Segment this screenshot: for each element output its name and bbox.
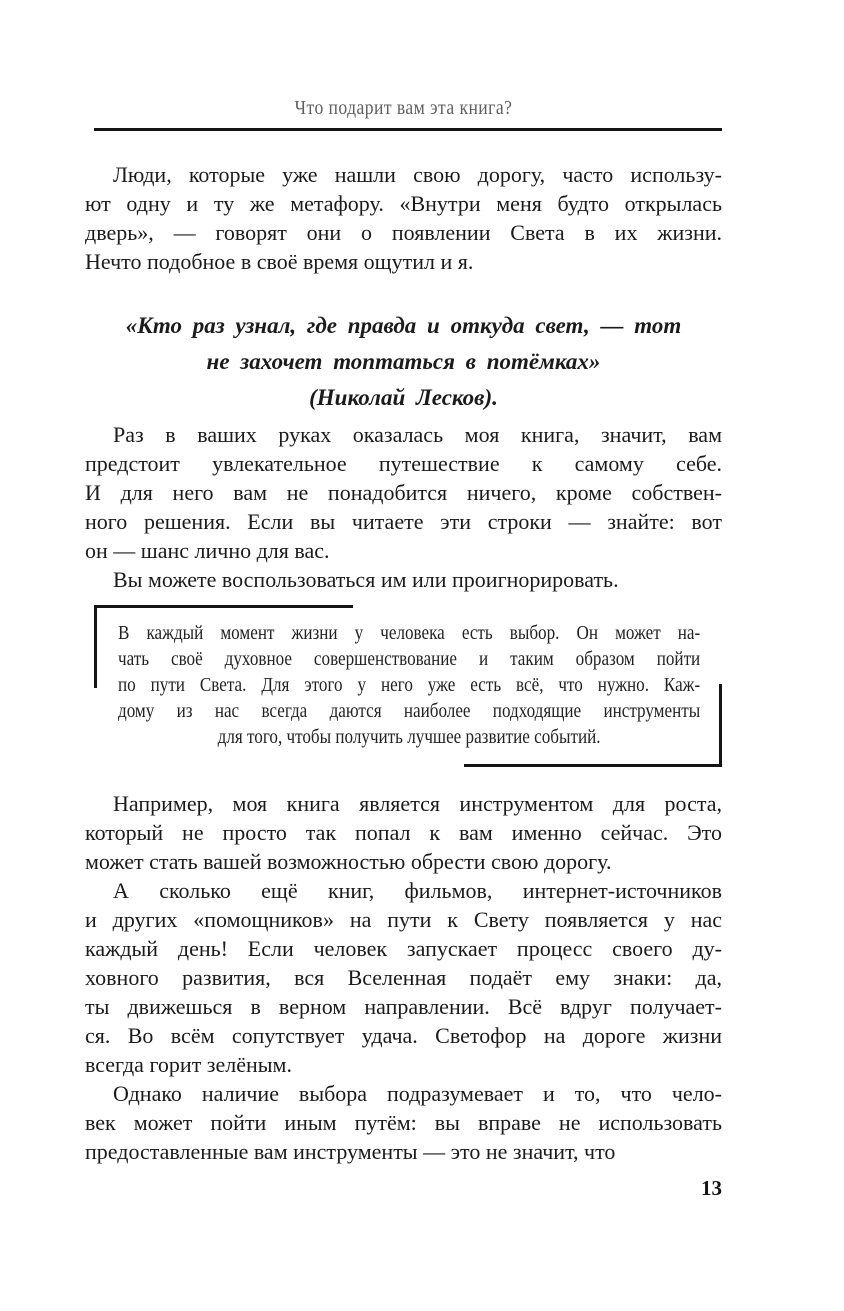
text-line: ют одну и ту же метафору. «Внутри меня будто открылась (85, 191, 722, 216)
text-line: Люди, которые уже нашли свою дорогу, часто использу- (113, 162, 722, 187)
header-rule (94, 128, 722, 131)
paragraph-choice (85, 565, 722, 594)
text-line: век может пойти иным путём: вы вправе не использовать (85, 1110, 722, 1135)
text-line: дому из нас всегда даются наиболее подходящие инструменты (118, 700, 701, 722)
text-line: (Николай Лесков). (309, 385, 498, 410)
text-line: ты движешься в верном направлении. Всё вдруг получает- (85, 994, 722, 1019)
paragraph-intro (85, 160, 722, 276)
page-number: 13 (701, 1176, 722, 1200)
running-header: Что подарит вам эта книга? (294, 97, 513, 119)
text-line: Вы можете воспользоваться им или проигнорировать. (113, 567, 619, 592)
text-line: Например, моя книга является инструментом для роста, (113, 791, 722, 816)
text-line: предстоит увлекательное путешествие к самому себе. (85, 451, 722, 476)
text-line: Раз в ваших руках оказалась моя книга, значит, вам (113, 422, 722, 447)
text-line: может стать вашей возможностью обрести свою дорогу. (85, 849, 612, 874)
paragraph-example (85, 789, 722, 876)
paragraph-journey (85, 420, 722, 565)
text-line: «Кто раз узнал, где правда и откуда свет, — тот (125, 313, 682, 338)
text-line: А сколько ещё книг, фильмов, интернет-источников (113, 878, 722, 903)
text-column (85, 0, 722, 1201)
text-line: не захочет топтаться в потёмках» (206, 349, 601, 374)
text-line: ся. Во всём сопутствует удача. Светофор на дороге жизни (85, 1023, 722, 1048)
text-line: всегда горит зелёным. (85, 1052, 292, 1077)
text-line: для того, чтобы получить лучшее развитие событий. (217, 726, 601, 748)
text-line: дверь», — говорят они о появлении Света в их жизни. (85, 220, 722, 245)
text-line: ного решения. Если вы читаете эти строки — знайте: вот (85, 509, 722, 534)
text-line: и других «помощников» на пути к Свету появляется у нас (85, 907, 722, 932)
text-line: каждый день! Если человек запускает процесс своего ду- (85, 936, 722, 961)
text-line: В каждый момент жизни у человека есть выбор. Он может на- (118, 622, 701, 644)
text-line: Нечто подобное в своё время ощутил и я. (85, 249, 474, 274)
callout-box (94, 605, 722, 767)
text-line: он — шанс лично для вас. (85, 538, 330, 563)
text-line: который не просто так попал к вам именно сейчас. Это (85, 820, 722, 845)
text-line: Однако наличие выбора подразумевает и то, что чело- (113, 1081, 722, 1106)
text-line: по пути Света. Для этого у него уже есть всё, что нужно. Каж- (118, 674, 701, 696)
text-line: ховного развития, вся Вселенная подаёт ему знаки: да, (85, 965, 722, 990)
text-line: предоставленные вам инструменты — это не значит, что (85, 1139, 616, 1164)
text-line: чать своё духовное совершенствование и таким образом пойти (118, 648, 701, 670)
paragraph-universe (85, 876, 722, 1079)
epigraph-quote (85, 308, 722, 416)
callout-text (118, 620, 700, 750)
paragraph-however (85, 1079, 722, 1166)
text-line: И для него вам не понадобится ничего, кроме собствен- (85, 480, 722, 505)
